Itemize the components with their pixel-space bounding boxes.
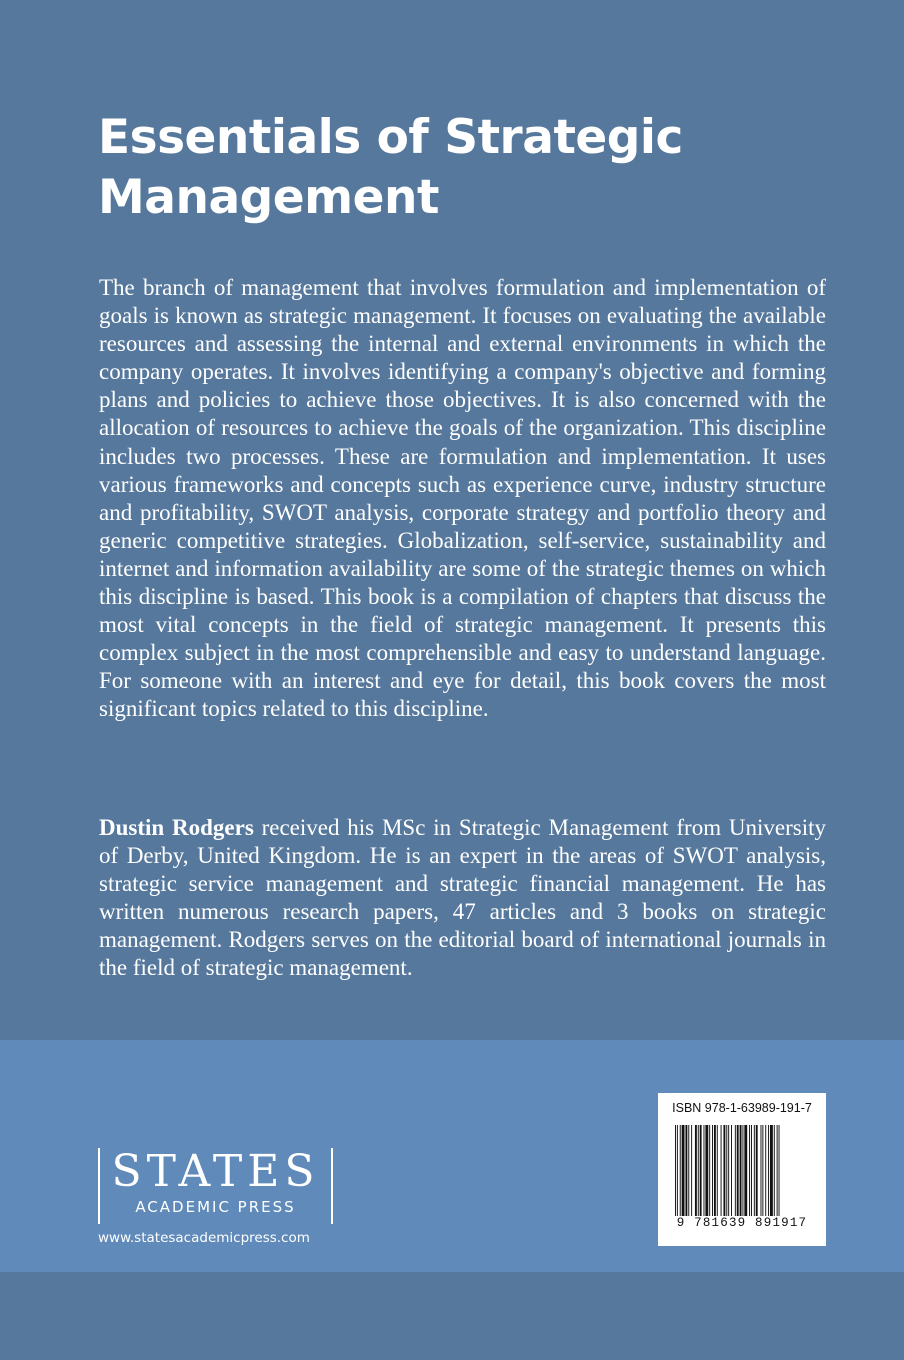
barcode-bar bbox=[705, 1125, 708, 1225]
barcode-bar bbox=[717, 1125, 718, 1225]
barcode-bar bbox=[735, 1125, 736, 1225]
barcode-bar bbox=[685, 1125, 687, 1225]
barcode-bar bbox=[704, 1125, 705, 1225]
isbn-label: ISBN 978-1-63989-191-7 bbox=[672, 1101, 812, 1115]
logo-right-rule bbox=[331, 1148, 333, 1224]
barcode-bar bbox=[712, 1125, 713, 1225]
barcode-bar bbox=[682, 1125, 685, 1225]
barcode-bar bbox=[744, 1125, 747, 1225]
barcode-bar bbox=[688, 1125, 689, 1225]
barcode-bar bbox=[770, 1125, 773, 1225]
barcode-bar bbox=[728, 1125, 729, 1225]
barcode-bar bbox=[765, 1125, 766, 1225]
barcode-bar bbox=[742, 1125, 743, 1225]
barcode-bar bbox=[698, 1125, 699, 1225]
barcode-bar bbox=[731, 1125, 732, 1225]
barcode-bar bbox=[768, 1125, 769, 1225]
barcode-bar bbox=[709, 1125, 710, 1225]
publisher-logo bbox=[98, 1148, 338, 1248]
barcode-bar bbox=[737, 1125, 739, 1225]
author-bio-paragraph bbox=[99, 814, 826, 983]
publisher-url: www.statesacademicpress.com bbox=[98, 1230, 310, 1246]
barcode-bar bbox=[695, 1125, 697, 1225]
barcode-bar bbox=[691, 1125, 692, 1225]
barcode-bar bbox=[762, 1125, 763, 1225]
barcode-bar bbox=[751, 1125, 752, 1225]
barcode-bar bbox=[721, 1125, 722, 1225]
barcode-bar bbox=[774, 1125, 775, 1225]
book-title: Essentials of Strategic Management bbox=[98, 110, 683, 225]
barcode-bar bbox=[723, 1125, 725, 1225]
barcode-bar bbox=[761, 1125, 762, 1225]
barcode-bars bbox=[675, 1125, 809, 1225]
barcode-bar bbox=[740, 1125, 742, 1225]
barcode-bar bbox=[680, 1125, 681, 1225]
book-description: The branch of management that involves formulation and implementation of goals is known as strategic management. It focuses on evaluating the available resources and assessing the internal and external environments in which the company operates. It involves identifying a company's objective and forming plans and policies to achieve those objectives. It is also concerned with the allocation of resources to achieve the goals of the organization. This discipline includes two processes. These are formulation and implementation. It uses various frameworks and concepts such as experience curve, industry structure and profitability, SWOT analysis, corporate strategy and portfolio theory and generic competitive strategies. Globalization, self-service, sustainability and internet and information availability are some of the strategic themes on which this discipline is based. This book is a compilation of chapters that discuss the most vital concepts in the field of strategic management. It presents this complex subject in the most comprehensible and easy to understand language. For someone with an interest and eye for detail, this book covers the most significant topics related to this discipline. bbox=[99, 275, 826, 722]
barcode-bar bbox=[749, 1125, 750, 1225]
barcode-bar bbox=[779, 1125, 780, 1225]
barcode-bar bbox=[700, 1125, 702, 1225]
barcode-digits: 9 781639 891917 bbox=[662, 1216, 822, 1230]
barcode-bar bbox=[677, 1125, 678, 1225]
author-name: Dustin Rodgers bbox=[99, 815, 254, 840]
barcode-bar bbox=[777, 1125, 778, 1225]
barcode-bar bbox=[754, 1125, 755, 1225]
barcode-bar bbox=[675, 1125, 676, 1225]
publisher-subtitle: ACADEMIC PRESS bbox=[135, 1198, 296, 1216]
author-bio: received his MSc in Strategic Management from University of Derby, United Kingdom. He is an expert in the areas of SWOT analysis, strategic service management and strategic financial management. He has written numerous research papers, 47 articles and 3 books on strategic management. Rodgers serves on the editorial board of international journals in the field of strategic management. bbox=[99, 815, 826, 981]
barcode-bar bbox=[756, 1125, 758, 1225]
barcode-bar bbox=[714, 1125, 716, 1225]
barcode-bar bbox=[726, 1125, 727, 1225]
publisher-name: STATES bbox=[111, 1146, 320, 1197]
barcode-box bbox=[658, 1093, 826, 1246]
